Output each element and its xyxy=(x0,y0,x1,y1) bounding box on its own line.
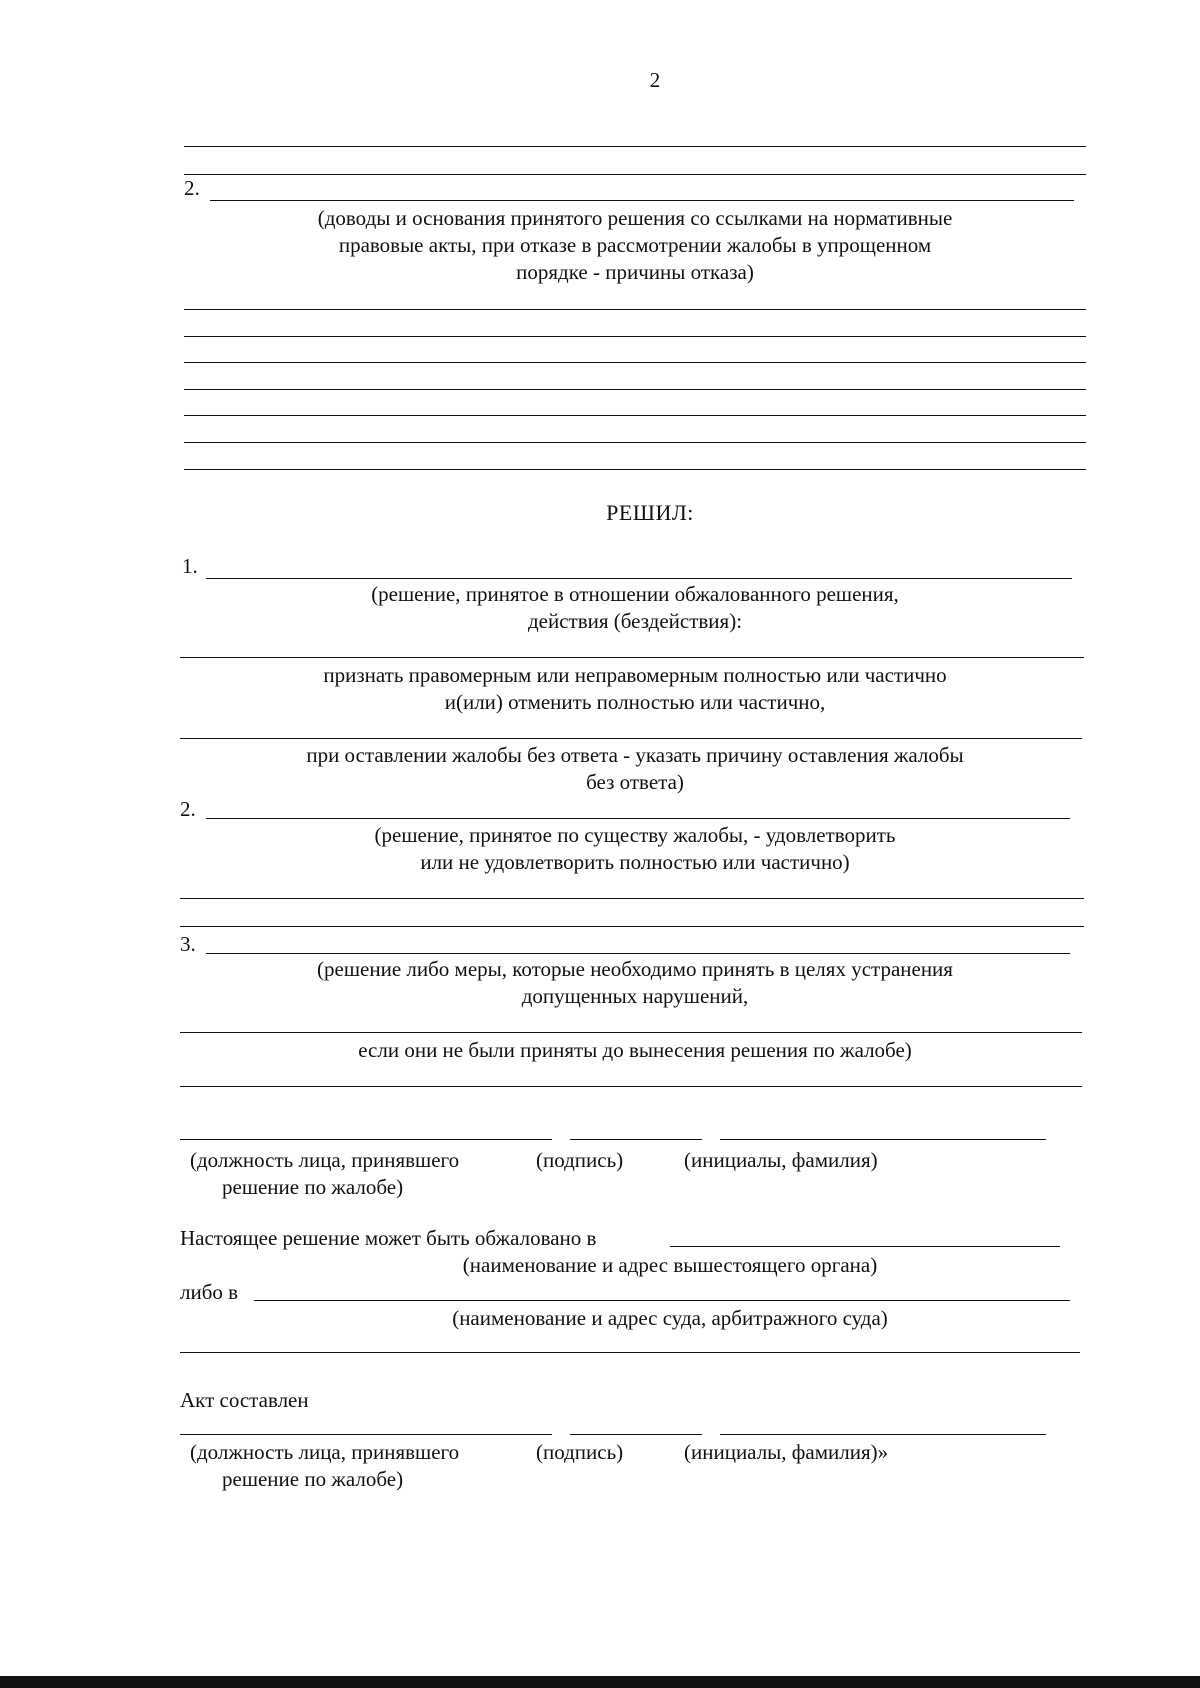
signature-caption: (подпись) xyxy=(536,1148,624,1172)
fill-line xyxy=(184,389,1086,390)
item-number: 1. xyxy=(182,554,198,578)
fill-line xyxy=(180,898,1084,899)
fill-line xyxy=(184,469,1086,470)
fill-line xyxy=(254,1300,1070,1301)
field-caption: порядке - причины отказа) xyxy=(516,260,754,284)
position-caption: решение по жалобе) xyxy=(222,1467,404,1491)
position-caption: (должность лица, принявшего xyxy=(190,1440,460,1464)
signature-caption: (подпись) xyxy=(536,1440,624,1464)
field-caption: (решение, принятое по существу жалобы, - удовлетворить xyxy=(374,823,896,847)
field-caption: (доводы и основания принятого решения со ссылками на нормативные xyxy=(317,206,953,230)
position-line xyxy=(180,1139,552,1140)
field-caption: допущенных нарушений, xyxy=(521,984,749,1008)
field-caption: при оставлении жалобы без ответа - указать причину оставления жалобы xyxy=(306,743,964,767)
fill-line xyxy=(180,1032,1082,1033)
name-caption: (инициалы, фамилия)» xyxy=(684,1440,889,1464)
name-line xyxy=(720,1139,1046,1140)
fill-line xyxy=(180,926,1084,927)
fill-line xyxy=(180,738,1082,739)
field-caption: правовые акты, при отказе в рассмотрении жалобы в упрощенном xyxy=(338,233,932,257)
field-caption: (наименование и адрес вышестоящего органа) xyxy=(462,1253,878,1277)
fill-line xyxy=(184,415,1086,416)
item-number: 3. xyxy=(180,932,196,956)
fill-line xyxy=(180,1086,1082,1087)
field-caption: (решение либо меры, которые необходимо принять в целях устранения xyxy=(317,957,953,981)
fill-line xyxy=(184,336,1086,337)
decided-heading: РЕШИЛ: xyxy=(606,500,694,525)
signature-line xyxy=(570,1139,702,1140)
fill-line xyxy=(184,174,1086,175)
name-caption: (инициалы, фамилия) xyxy=(684,1148,878,1172)
page-number: 2 xyxy=(649,68,661,92)
fill-line xyxy=(180,1352,1080,1353)
scan-edge-band xyxy=(0,1676,1200,1688)
field-caption: (решение, принятое в отношении обжалованного решения, xyxy=(371,582,899,606)
fill-line xyxy=(206,818,1070,819)
fill-line xyxy=(180,657,1084,658)
field-caption: и(или) отменить полностью или частично, xyxy=(444,690,826,714)
fill-line xyxy=(184,362,1086,363)
position-caption: (должность лица, принявшего xyxy=(190,1148,460,1172)
fill-line xyxy=(184,309,1086,310)
act-compiled-label: Акт составлен xyxy=(180,1388,309,1412)
item-number: 2. xyxy=(184,176,200,200)
fill-line xyxy=(206,578,1072,579)
fill-line xyxy=(184,442,1086,443)
position-caption: решение по жалобе) xyxy=(222,1175,404,1199)
appeal-or-text: либо в xyxy=(180,1280,239,1304)
field-caption: признать правомерным или неправомерным полностью или частично xyxy=(323,663,947,687)
signature-line xyxy=(570,1434,702,1435)
field-caption: действия (бездействия): xyxy=(527,609,743,633)
field-caption: или не удовлетворить полностью или частично) xyxy=(420,850,850,874)
name-line xyxy=(720,1434,1046,1435)
fill-line xyxy=(206,953,1070,954)
fill-line xyxy=(670,1246,1060,1247)
appeal-text: Настоящее решение может быть обжаловано в xyxy=(180,1226,597,1250)
item-number: 2. xyxy=(180,797,196,821)
field-caption: (наименование и адрес суда, арбитражного суда) xyxy=(452,1306,888,1330)
position-line xyxy=(180,1434,552,1435)
fill-line xyxy=(184,146,1086,147)
field-caption: если они не были приняты до вынесения решения по жалобе) xyxy=(358,1038,912,1062)
field-caption: без ответа) xyxy=(586,770,684,794)
fill-line xyxy=(210,200,1074,201)
